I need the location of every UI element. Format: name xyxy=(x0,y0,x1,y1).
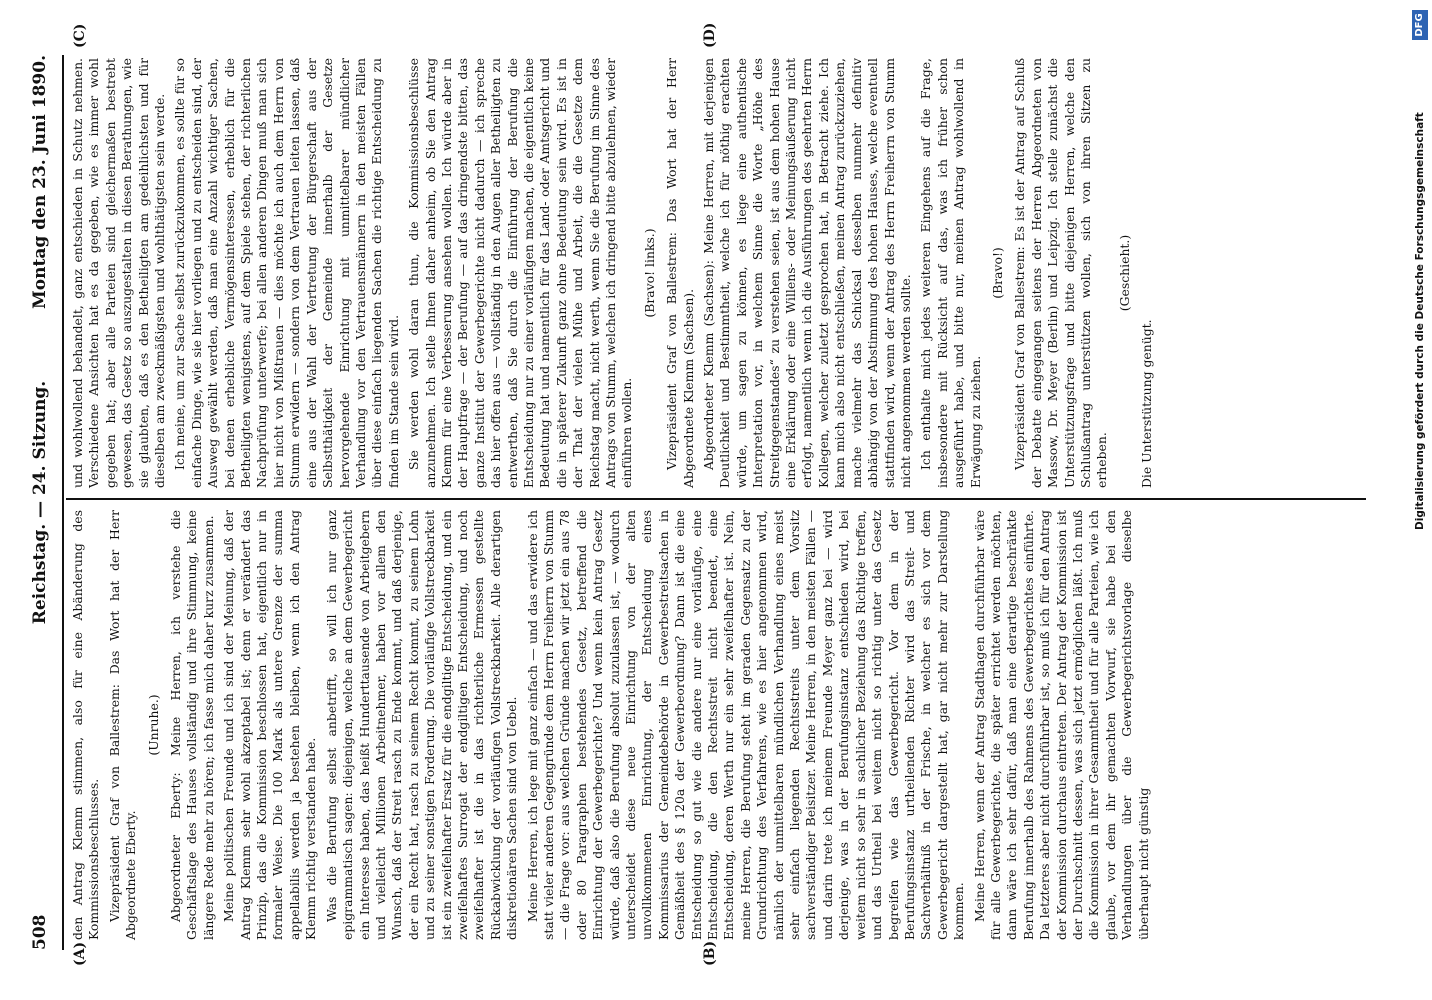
paragraph: Meine politischen Freunde und ich sind der Meinung, daß der Antrag Klemm sehr wohl akzeptabel ist; denn er verändert das Prinzip, das die Kommission beschlossen hat, eigentlich nur in formaler Weise. Die 100 Mark als untere Grenze der summa appellabilis werden ja bestehen bleiben, wenn ich den Antrag Klemm richtig verstanden habe. xyxy=(221,510,319,940)
right-column xyxy=(70,58,1160,488)
paragraph: Meine Herren, wenn der Antrag Stadthagen durchführbar wäre für alle Gewerbegerichte, die später errichtet werden möchten, dann wäre ich sehr dafür, daß man eine derartige beschränkte Berufung innerhalb des Rahmens des Gewerbegerichtes einführte. Da letzteres aber nicht durchführbar ist, so muß ich für den Antrag der Kommission durchaus eintreten. Der Antrag der Kommission ist der Durchschnitt dessen, was sich jetzt ermöglichen läßt. Ich muß die Kommission in ihrer Gesammtheit und für alle Parteien, wie ich glaube, vor dem ihr gemachten Vorwurf, sie habe bei den Verhandlungen über die Gewerbegerichtsvorlage dieselbe überhaupt nicht günstig xyxy=(971,510,1151,940)
stage-direction: (Geschieht.) xyxy=(1116,234,1132,312)
column-divider xyxy=(66,498,1366,500)
margin-marker-c: (C) xyxy=(72,23,88,48)
speaker-paragraph: Vizepräsident Graf von Ballestrem: Es ist der Antrag auf Schluß der Debatte eingegangen seitens der Herren Abgeordneten von Massow, Dr. Meyer (Berlin) und Leipzig. Ich stelle zunächst die Unterstützungsfrage und bitte diejenigen Herren, welche den Schlußantrag unterstützen wollen, sich von ihren Sitzen zu erheben. xyxy=(1012,58,1110,488)
paragraph: Sie werden wohl daran thun, die Kommissionsbeschlüsse anzunehmen. Ich stelle Ihnen daher anheim, ob Sie den Antrag Klemm für eine Verbesserung ansehen wollen. Ich würde aber in der Hauptfrage — der Berufung — auf das dringendste bitten, das ganze Institut der Gewerbegerichte nicht dadurch — ich spreche das hier offen aus — vollständig in den Augen aller Betheiligten zu entwerthen, daß Sie durch die Einführung der Berufung die Entscheidung nur zu einer vorläufigen machen, die eigentlich keine Bedeutung hat und namentlich für das Land- oder Amtsgericht und die in späterer Zukunft ganz ohne Bedeutung sein wird. Es ist in der That der vielen Mühe und Arbeit, die die Gesetze dem Reichstag macht, nicht werth, wenn Sie die Berufung im Sinne des Antrags von Stumm, welchen ich dringend bitte abzulehnen, wieder einführen wollen. xyxy=(406,58,635,488)
page-header xyxy=(22,55,56,950)
paragraph: den Antrag Klemm stimmen, also für eine Abänderung des Kommissionsbeschlusses. xyxy=(70,510,102,940)
left-column xyxy=(70,510,1156,940)
stage-direction: (Bravo!) xyxy=(989,247,1005,299)
paragraph: Meine Herren, ich lege mit ganz einfach — und das erwidere ich statt vieler anderen Gegengründe dem Herrn Freiherrn von Stumm — die Frage vor: aus welchen Gründe machen wir jetzt ein aus 78 oder 80 Paragraphen bestehendes Gesetz, betreffend die Einrichtung der Gewerbegerichte? Und wenn kein Antrag Gesetz würde, daß also die Berufung absolut zuzulassen ist, — wodurch unterscheidet diese neue Einrichtung von der alten unvollkommenen Einrichtung, der Entscheidung eines Kommissarius der Gemeindebehörde in Gewerbestreitsachen in Gemäßheit des § 120a der Gewerbeordnung? Dann ist die eine Entscheidung so gut wie die andere nur eine vorläufige, eine Entscheidung, die den Rechtsstreit nicht beendet, eine Entscheidung, deren Werth nur ein sehr zweifelhafter ist. Nein, meine Herren, die Berufung steht im geraden Gegensatz zu der Grundrichtung des Verfahrens, wie es hier angenommen wird, nämlich der unmittelbaren mündlichen Verhandlung eines meist sehr einfach liegenden Rechtsstreits unter dem Vorsitz sachverständiger Beisitzer. Meine Herren, in den meisten Fällen — und darin trete ich meinem Freunde Meyer ganz bei — wird derjenige, was in der Berufungsinstanz entschieden wird, bei weitem nicht so sehr in sachlicher Beziehung das Richtige treffen, und das Urtheil bei weitem nicht so richtig unter das Gesetz begreifen wie das Gewerbegericht. Vor dem in der Berufungsinstanz urtheilenden Richter wird das Streit- und Sachverhältniß in der Frische, in welcher es sich vor dem Gewerbegericht dargestellt hat, gar nicht mehr zur Darstellung kommen. xyxy=(524,510,967,940)
speaker-paragraph: Abgeordneter Eberty: Meine Herren, ich verstehe die Geschäftslage des Hauses vollständig und ihre Stimmung, keine längere Rede mehr zu hören; ich fasse mich daher kurz zusammen. xyxy=(168,510,216,940)
paragraph: Die Unterstützung genügt. xyxy=(1139,319,1155,488)
paragraph: Was die Berufung selbst anbetrifft, so will ich nur ganz epigrammatisch sagen: diejenigen, welche an dem Gewerbegericht ein Interesse haben, das heißt Hunderttausende von Arbeitgebern und vielleicht Millionen Arbeitnehmer, haben vor allem den Wunsch, daß der Streit rasch zu Ende kommt, und daß derjenige, der ein Recht hat, rasch zu seinem Recht kommt, zu seinem Lohn und zu seiner sonstigen Forderung. Die vorläufige Vollstreckbarkeit ist ein zweifelhafter Ersatz für die endgiltige Entscheidung, und ein zweifelhaftes Surrogat der endgiltigen Entscheidung, und noch zweifelhafter ist die in das richterliche Ermessen gestellte Rückabwicklung der vorläufigen Vollstreckbarkeit. Alle derartigen diskretionären Sachen sind von Uebel. xyxy=(323,510,520,940)
margin-marker-d: (D) xyxy=(702,22,718,48)
page-number: 508 xyxy=(30,914,50,950)
margin-marker-a: (A) xyxy=(72,941,88,966)
margin-marker-b: (B) xyxy=(702,940,718,966)
session-date: Montag den 23. Juni 1890. xyxy=(30,55,50,310)
paragraph: Ich meine, um zur Sache selbst zurückzukommen, es sollte für so einfache Dinge, wie sie hier vorliegen und zu entscheiden sind, der Ausweg gewählt werden, daß man eine Anzahl wichtiger Sachen, bei denen erhebliche Vermögensinteressen, erheblich für die Betheiligten wenigstens, auf dem Spiele stehen, der richterlichen Nachprüfung unterwerfe; bei allen anderen Dingen muß man sich hier nicht von Mißtrauen — dies möchte ich auch dem Herrn von Stumm erwidern — sondern von dem Vertrauen leiten lassen, daß eine aus der Wahl der Vertretung der Bürgerschaft aus der Selbstthätigkeit der Gemeinde innerhalb der Gesetze hervorgehende Einrichtung mit unmittelbarer mündlicher Verhandlung vor den Vertrauensmännern in den meisten Fällen über diese einfach liegenden Sachen die richtige Entscheidung zu finden im Stande sein wird. xyxy=(172,58,401,488)
speaker-paragraph: Vizepräsident Graf von Ballestrem: Das Wort hat der Herr Abgeordnete Klemm (Sachsen). xyxy=(664,58,696,488)
session-title: Reichstag. — 24. Sitzung. xyxy=(30,380,50,625)
speaker-paragraph: Vizepräsident Graf von Ballestrem: Das Wort hat der Herr Abgeordnete Eberty. xyxy=(106,510,139,940)
header-rule xyxy=(62,55,64,950)
paragraph: Ich enthalte mich jedes weiteren Eingehens auf die Frage, insbesondere mit Rücksicht auf das, was ich früher schon ausgeführt habe, und bitte nur, meinen Antrag wohlwollend in Erwägung zu ziehen. xyxy=(918,58,983,488)
paragraph: und wohlwollend behandelt, ganz entschieden in Schutz nehmen. Verschiedene Ansichten hat es da gegeben, wie es immer wohl gegeben hat; aber alle Parteien sind gleichermaßen bestrebt gewesen, das Gesetz so auszugestalten in diesen Berathungen, wie sie glaubten, daß es den Betheiligten am gedeihlichsten und für dieselben am zweckmäßigsten und wohlthätigsten sein werde. xyxy=(70,58,168,488)
speaker-paragraph: Abgeordneter Klemm (Sachsen): Meine Herren, mit derjenigen Deutlichkeit und Bestimmtheit, welche ich für nöthig erachten würde, um sagen zu können, es liege eine authentische Interpretation vor, in welchem Sinne die Worte „Höhe des Streitgegenstandes“ zu verstehen seien, ist aus dem hohen Hause eine Erklärung oder eine Willens- oder Meinungsäußerung nicht erfolgt, namentlich wenn ich die Ausführungen des geehrten Herrn Kollegen, welcher zuletzt gesprochen hat, in Betracht ziehe. Ich kann mich also nicht entschließen, meinen Antrag zurückzuziehen, mache vielmehr das Schicksal desselben nunmehr definitiv abhängig von der Abstimmung des hohen Hauses, welche eventuell stattfinden wird, wenn der Antrag des Herrn Freiherrn von Stumm nicht angenommen werden sollte. xyxy=(701,58,913,488)
dfg-logo: DFG xyxy=(1412,10,1428,40)
stage-direction: (Bravo! links.) xyxy=(641,228,657,318)
digitization-credit: Digitalisierung gefördert durch die Deutsche Forschungsgemeinschaft xyxy=(1414,112,1426,530)
stage-direction: (Unruhe.) xyxy=(145,694,161,756)
